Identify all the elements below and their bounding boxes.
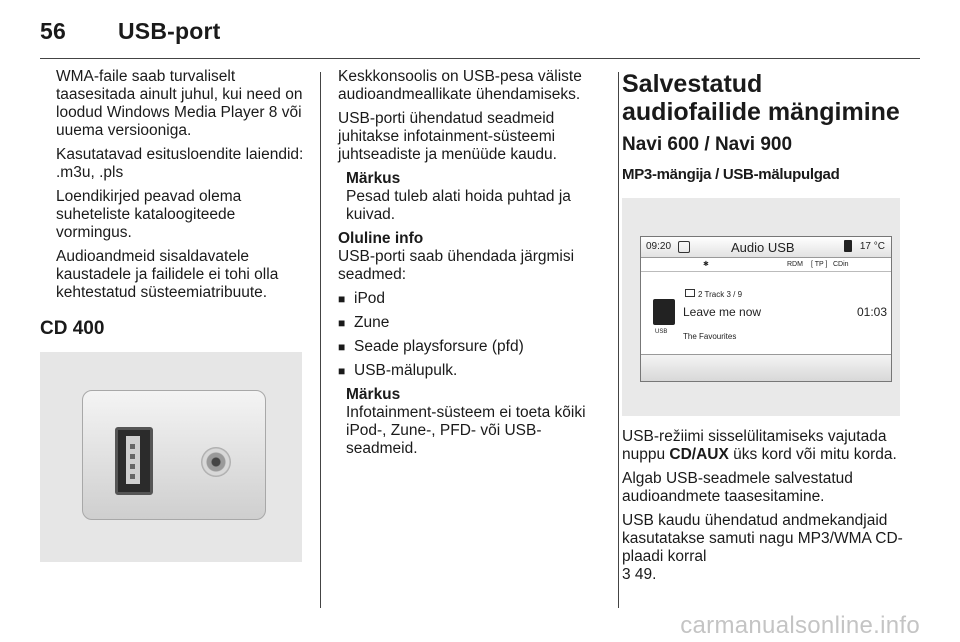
section-heading: Salvestatud audiofailide mängimine: [622, 70, 900, 126]
paragraph: USB-režiimi sisselülitamiseks vajutada nuppu CD/AUX üks kord või mitu korda.: [622, 428, 897, 463]
button-name: CD/AUX: [669, 446, 729, 463]
section-heading-cd400: CD 400: [40, 318, 105, 339]
bluetooth-icon: ✱: [703, 261, 709, 268]
list-item: ■ iPod: [338, 290, 606, 308]
navi-screen-illustration: [622, 198, 900, 416]
home-icon: [678, 241, 690, 253]
subheading: Navi 600 / Navi 900: [622, 134, 793, 155]
folder-icon: [685, 289, 695, 297]
paragraph: Loendikirjed peavad olema suheteliste kataloogiteede vormingus.: [56, 188, 242, 241]
note-block: [338, 170, 606, 224]
screen-temperature: 17 °C: [859, 241, 885, 252]
usb-label: USB: [655, 329, 668, 335]
watermark: carmanualsonline.info: [680, 612, 920, 639]
screen-title: Audio USB: [731, 240, 795, 255]
audio-usb-screen: [640, 236, 892, 382]
screen-status-bar: [641, 259, 891, 272]
note-block: [338, 386, 606, 458]
cdin-indicator: CDin: [833, 261, 849, 268]
screen-top-bar: [641, 237, 891, 258]
subsubheading: MP3-mängija / USB-mälupulgad: [622, 166, 840, 183]
list-item: ■ Zune: [338, 314, 606, 332]
important-title: Oluline info: [338, 230, 424, 247]
screen-bottom-bar: [641, 354, 891, 381]
list-item: ■ Seade playsforsure (pfd): [338, 338, 606, 356]
usb-socket-icon: [115, 427, 153, 495]
song-duration: 01:03: [856, 305, 887, 319]
page-title: USB-port: [118, 18, 221, 44]
column-3: [622, 70, 908, 194]
column-divider: [320, 72, 321, 608]
page-header: [40, 18, 221, 45]
usb-port-illustration: [40, 352, 302, 562]
paragraph: WMA-faile saab turvaliselt taasesitada ainult juhul, kui need on loodud Windows Media Player 8 või uuema versiooniga.: [56, 68, 303, 139]
track-info: 2 Track 3 / 9: [685, 289, 742, 299]
device-list: [338, 290, 606, 380]
paragraph: Keskkonsoolis on USB-pesa väliste audioandmeallikate ühendamiseks.: [338, 68, 582, 103]
important-block: [338, 230, 606, 284]
artist-name: The Favourites: [683, 332, 737, 341]
aux-jack-icon: [201, 447, 231, 477]
note-title: Märkus: [346, 170, 401, 187]
rdm-indicator: RDM: [787, 261, 803, 268]
paragraph: Audioandmeid sisaldavatele kaustadele ja failidele ei tohi olla kehtestatud süsteemiatribuute.: [56, 248, 279, 301]
column-3-body: [622, 428, 908, 590]
screen-clock: 09:20: [646, 241, 672, 252]
paragraph: Kasutatavad esitusloendite laiendid: .m3u, .pls: [56, 146, 304, 181]
paragraph: USB kaudu ühendatud andmekandjaid kasutatakse samuti nagu MP3/WMA CD-plaadi korral 3 49.: [622, 512, 903, 583]
header-rule: [40, 58, 920, 59]
phone-icon: [844, 240, 852, 252]
page-reference: 3 49.: [622, 566, 657, 583]
note-title: Märkus: [346, 386, 401, 403]
note-text: Infotainment-süsteem ei toeta kõiki iPod-, Zune-, PFD- või USB-seadmeid.: [346, 404, 586, 457]
page-number: 56: [40, 18, 66, 44]
list-item: ■ USB-mälupulk.: [338, 362, 606, 380]
column-1: [56, 68, 306, 308]
song-title: Leave me now: [683, 305, 762, 319]
usb-icon: [653, 299, 675, 325]
tp-indicator: [ TP ]: [811, 261, 828, 268]
important-text: USB-porti saab ühendada järgmisi seadmed:: [338, 248, 575, 283]
column-2: [338, 68, 606, 464]
paragraph: USB-porti ühendatud seadmeid juhitakse infotainment-süsteemi juhtseadiste ja menüüde kaudu.: [338, 110, 557, 163]
note-text: Pesad tuleb alati hoida puhtad ja kuivad.: [346, 188, 571, 223]
column-divider: [618, 72, 619, 608]
port-plate: [82, 390, 266, 520]
paragraph: Algab USB-seadmele salvestatud audioandmete taasesitamine.: [622, 470, 853, 505]
